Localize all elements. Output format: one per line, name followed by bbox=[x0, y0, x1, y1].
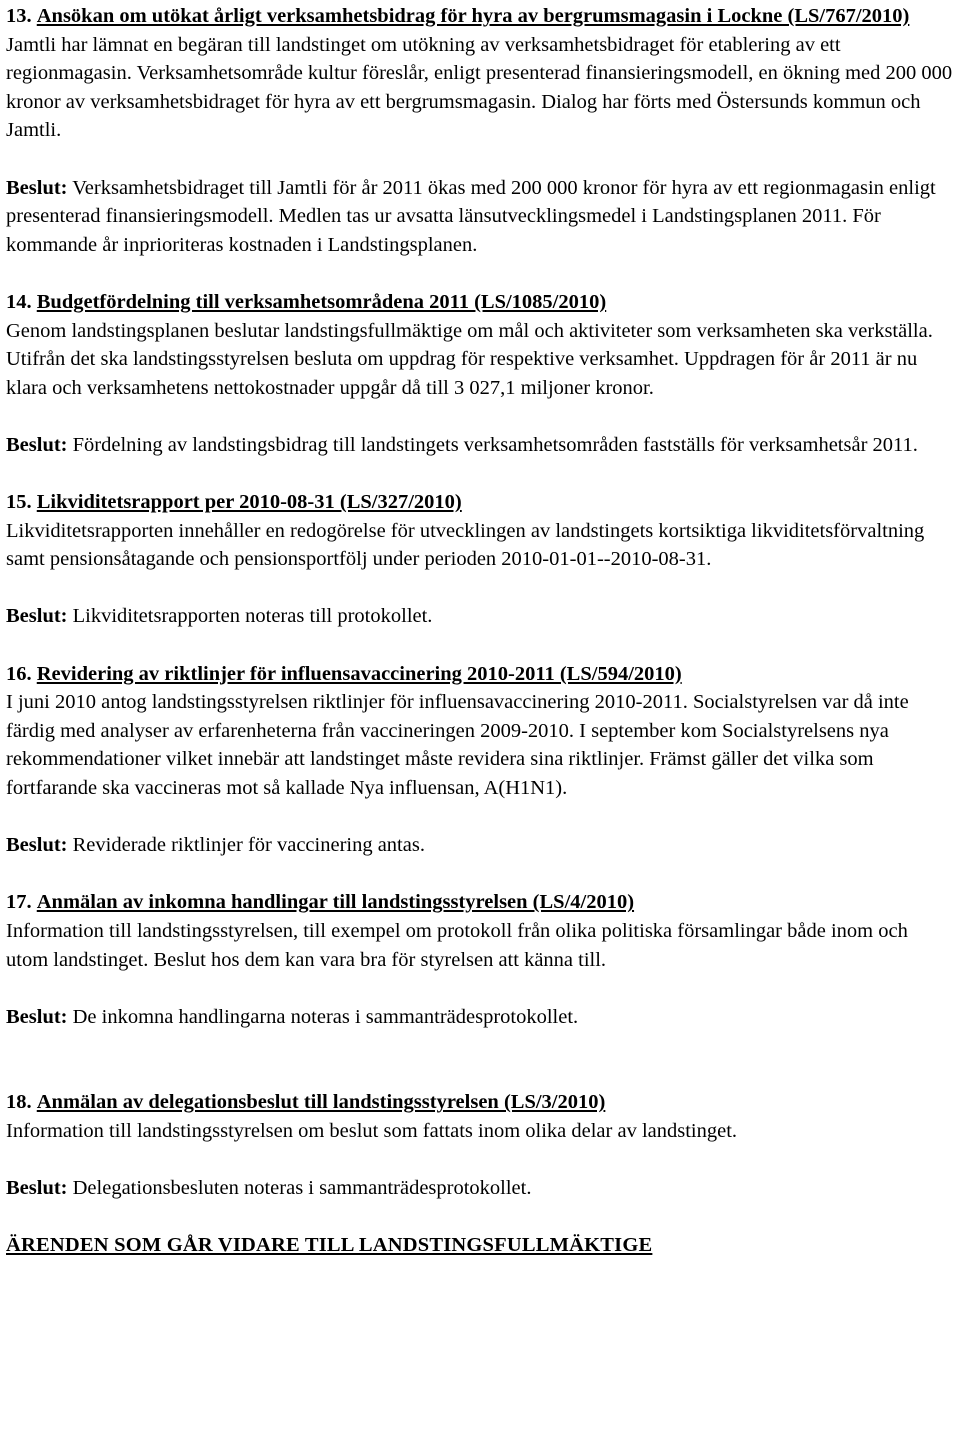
agenda-item-17 bbox=[6, 888, 954, 1031]
decision-label: Beslut: bbox=[6, 1005, 68, 1028]
decision-label: Beslut: bbox=[6, 834, 68, 857]
decision-text: De inkomna handlingarna noteras i sammanträdesprotokollet. bbox=[72, 1005, 579, 1028]
item-title: Revidering av riktlinjer för influensavaccinering 2010-2011 (LS/594/2010) bbox=[36, 662, 682, 685]
item-body: Information till landstingsstyrelsen, till exempel om protokoll från olika politiska församlingar både inom och utom landstinget. Beslut hos dem kan vara bra för styrelsen att känna till. bbox=[6, 920, 908, 971]
item-number: 17. bbox=[6, 891, 32, 914]
agenda-item-16 bbox=[6, 660, 954, 860]
item-title: Budgetfördelning till verksamhetsområdena 2011 (LS/1085/2010) bbox=[36, 290, 607, 313]
item-body: I juni 2010 antog landstingsstyrelsen riktlinjer för influensavaccinering 2010-2011. Socialstyrelsen var då inte färdig med analyser av erfarenheterna från vaccineringen 2009-2010. I september kom Socialstyrelsens nya rekommendationer vilket innebär att landstinget måste revidera sina riktlinjer. Främst gäller det vilka som fortfarande ska vaccineras mot så kallade Nya influensan, A(H1N1). bbox=[6, 691, 909, 800]
agenda-item-15 bbox=[6, 488, 954, 631]
item-decision bbox=[6, 1174, 954, 1203]
decision-text: Fördelning av landstingsbidrag till landstingets verksamhetsområden fastställs för verksamhetsår 2011. bbox=[72, 433, 918, 456]
decision-text: Likviditetsrapporten noteras till protokollet. bbox=[72, 605, 433, 628]
agenda-item-18 bbox=[6, 1088, 954, 1202]
item-body: Information till landstingsstyrelsen om beslut som fattats inom olika delar av landstinget. bbox=[6, 1119, 738, 1142]
decision-text: Reviderade riktlinjer för vaccinering antas. bbox=[72, 834, 425, 857]
item-heading bbox=[6, 488, 954, 517]
decision-label: Beslut: bbox=[6, 176, 68, 199]
decision-label: Beslut: bbox=[6, 433, 68, 456]
decision-label: Beslut: bbox=[6, 605, 68, 628]
item-decision bbox=[6, 174, 954, 260]
agenda-item-13 bbox=[6, 2, 954, 259]
agenda-item-14 bbox=[6, 288, 954, 460]
item-number: 16. bbox=[6, 662, 32, 685]
item-heading bbox=[6, 660, 954, 689]
item-body: Genom landstingsplanen beslutar landstingsfullmäktige om mål och aktiviteter som verksamheten ska verkställa. Utifrån det ska landstingsstyrelsen besluta om uppdrag för respektive verksamhet. Uppdragen för år 2011 är nu klara och verksamhetens nettokostnader uppgår då till 3 027,1 miljoner kronor. bbox=[6, 319, 933, 399]
item-title: Anmälan av delegationsbeslut till landstingsstyrelsen (LS/3/2010) bbox=[36, 1091, 606, 1114]
item-title: Anmälan av inkomna handlingar till landstingsstyrelsen (LS/4/2010) bbox=[36, 891, 635, 914]
item-decision bbox=[6, 602, 954, 631]
item-heading bbox=[6, 888, 954, 917]
item-body: Likviditetsrapporten innehåller en redogörelse för utvecklingen av landstingets kortsiktiga likviditetsförvaltning samt pensionsåtagande och pensionsportfölj under perioden 2010-01-01--2010-08-31. bbox=[6, 519, 925, 571]
item-number: 13. bbox=[6, 5, 32, 27]
item-decision bbox=[6, 431, 954, 460]
item-number: 14. bbox=[6, 290, 32, 313]
item-body: Jamtli har lämnat en begäran till landstinget om utökning av verksamhetsbidraget för etablering av ett regionmagasin. Verksamhetsområde kultur föreslår, enligt presenterad finansieringsmodell, en ökning med 200 000 kronor av verksamhetsbidraget för hyra av ett bergrumsmagasin. Dialog har förts med Östersunds kommun och Jamtli. bbox=[6, 33, 953, 142]
item-number: 18. bbox=[6, 1091, 32, 1114]
decision-text: Delegationsbesluten noteras i sammanträdesprotokollet. bbox=[72, 1177, 532, 1200]
item-title: Likviditetsrapport per 2010-08-31 (LS/327/2010) bbox=[36, 491, 462, 514]
item-number: 15. bbox=[6, 491, 32, 514]
item-heading bbox=[6, 288, 954, 317]
item-decision bbox=[6, 1003, 954, 1032]
section-heading-to-council: ÄRENDEN SOM GÅR VIDARE TILL LANDSTINGSFULLMÄKTIGE bbox=[6, 1234, 653, 1257]
item-decision bbox=[6, 831, 954, 860]
decision-label: Beslut: bbox=[6, 1177, 68, 1200]
item-heading bbox=[6, 2, 954, 31]
item-heading bbox=[6, 1088, 954, 1117]
decision-text: Verksamhetsbidraget till Jamtli för år 2011 ökas med 200 000 kronor för hyra av ett regionmagasin enligt presenterad finansieringsmodell. Medlen tas ur avsatta länsutvecklingsmedel i Landstingsplanen 2011. För kommande år inprioriteras kostnaden i Landstingsplanen. bbox=[6, 176, 936, 256]
item-title: Ansökan om utökat årligt verksamhetsbidrag för hyra av bergrumsmagasin i Lockne (LS/767/2010) bbox=[36, 5, 910, 27]
